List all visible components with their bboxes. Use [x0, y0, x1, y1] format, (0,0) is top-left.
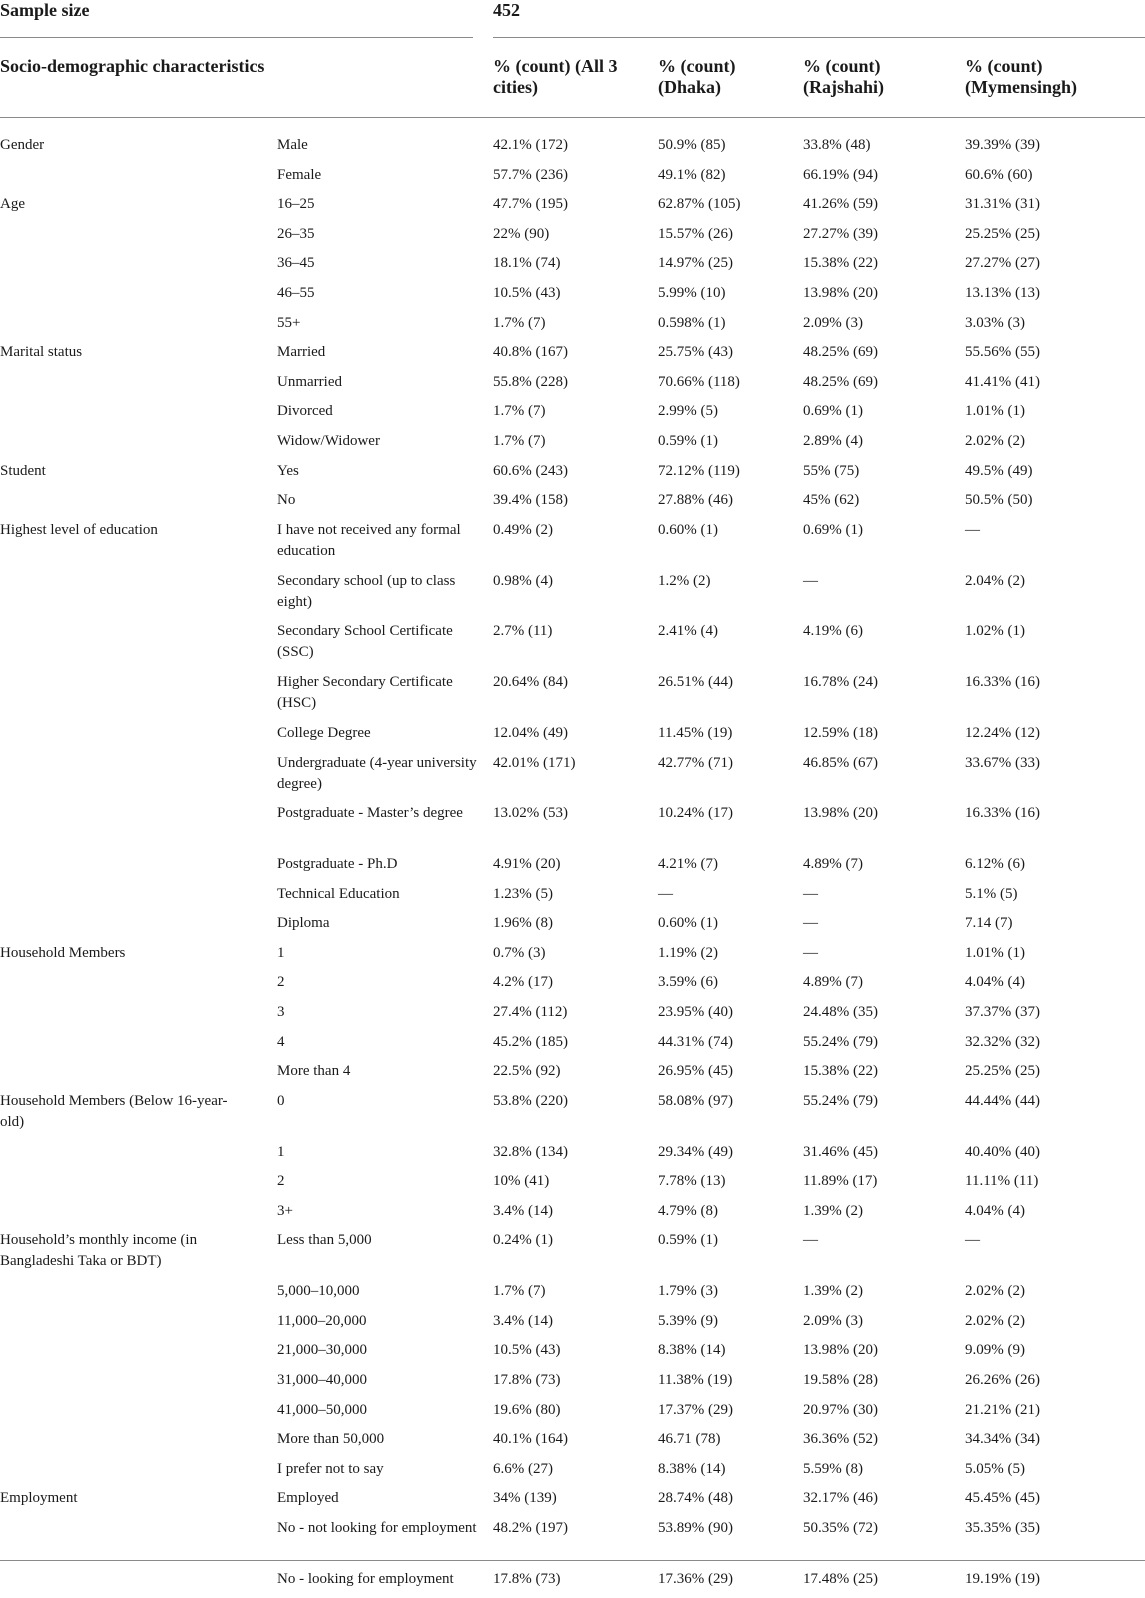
row-subcategory: Married: [277, 344, 326, 361]
cell-all-cities: 60.6% (243): [493, 462, 568, 479]
table-row: [0, 1230, 1145, 1281]
cell-rajshahi: 0.69% (1): [803, 403, 863, 420]
cell-mymensingh: 35.35% (35): [965, 1519, 1040, 1536]
table-row: [0, 431, 1145, 461]
cell-rajshahi: 2.89% (4): [803, 432, 863, 449]
table-row: [0, 1340, 1145, 1370]
row-subcategory: 46–55: [277, 284, 315, 301]
cell-all-cities: 1.23% (5): [493, 885, 553, 902]
cell-all-cities: 4.2% (17): [493, 974, 553, 991]
cell-rajshahi: 27.27% (39): [803, 225, 878, 242]
row-subcategory: Unmarried: [277, 373, 342, 390]
cell-all-cities: 3.4% (14): [493, 1312, 553, 1329]
cell-dhaka: 1.2% (2): [658, 572, 711, 589]
cell-mymensingh: 21.21% (21): [965, 1401, 1040, 1418]
cell-dhaka: 26.95% (45): [658, 1063, 733, 1080]
row-subcategory: 55+: [277, 314, 301, 331]
cell-mymensingh: 7.14 (7): [965, 915, 1013, 932]
cell-rajshahi: 11.89% (17): [803, 1173, 878, 1190]
row-subcategory: Postgraduate - Master’s degree: [277, 805, 463, 822]
table-row: [0, 571, 1145, 622]
cell-rajshahi: —: [803, 915, 818, 932]
row-subcategory: Yes: [277, 462, 299, 479]
cell-all-cities: 17.8% (73): [493, 1372, 561, 1388]
cell-dhaka: 28.74% (48): [658, 1490, 733, 1507]
table-body: [0, 135, 1145, 1598]
cell-all-cities: 12.04% (49): [493, 724, 568, 741]
cell-dhaka: 0.59% (1): [658, 1232, 718, 1249]
table-row: [0, 1091, 1145, 1142]
cell-rajshahi: 48.25% (69): [803, 344, 878, 361]
cell-mymensingh: 2.04% (2): [965, 572, 1025, 589]
header-characteristics: Socio-demographic characteristics: [0, 56, 265, 76]
cell-all-cities: 0.7% (3): [493, 944, 546, 961]
cell-rajshahi: 13.98% (20): [803, 805, 878, 822]
cell-dhaka: 50.9% (85): [658, 137, 726, 153]
row-category: Age: [0, 196, 25, 213]
cell-all-cities: 1.7% (7): [493, 1283, 546, 1300]
table-row: [0, 1171, 1145, 1201]
row-subcategory: 11,000–20,000: [277, 1312, 367, 1329]
cell-dhaka: 1.19% (2): [658, 944, 718, 961]
cell-rajshahi: 41.26% (59): [803, 196, 878, 213]
cell-mymensingh: 9.09% (9): [965, 1342, 1025, 1359]
header-rajshahi: % (count) (Rajshahi): [803, 56, 885, 97]
cell-all-cities: 0.49% (2): [493, 521, 553, 538]
cell-dhaka: 5.99% (10): [658, 284, 726, 301]
divider: [0, 37, 473, 38]
cell-mymensingh: 1.01% (1): [965, 403, 1025, 420]
row-category: Highest level of education: [0, 521, 158, 538]
cell-all-cities: 57.7% (236): [493, 166, 568, 183]
row-subcategory: Widow/Widower: [277, 432, 380, 449]
row-subcategory: More than 4: [277, 1063, 351, 1080]
cell-all-cities: 19.6% (80): [493, 1401, 561, 1418]
cell-mymensingh: 1.01% (1): [965, 944, 1025, 961]
cell-rajshahi: 16.78% (24): [803, 674, 878, 691]
cell-all-cities: 13.02% (53): [493, 805, 568, 822]
table-row: [0, 1142, 1145, 1172]
cell-all-cities: 55.8% (228): [493, 373, 568, 390]
cell-dhaka: 23.95% (40): [658, 1004, 733, 1021]
cell-mymensingh: 16.33% (16): [965, 674, 1040, 691]
row-subcategory: Employed: [277, 1490, 339, 1507]
cell-all-cities: 17.8% (73): [493, 1570, 561, 1587]
cell-dhaka: 42.77% (71): [658, 754, 733, 771]
header-all-cities: % (count) (All 3 cities): [493, 56, 618, 97]
table-row: [0, 1032, 1145, 1062]
cell-rajshahi: 4.89% (7): [803, 856, 863, 873]
cell-dhaka: 26.51% (44): [658, 674, 733, 691]
cell-dhaka: 10.24% (17): [658, 805, 733, 822]
cell-mymensingh: 13.13% (13): [965, 284, 1040, 301]
cell-dhaka: 58.08% (97): [658, 1092, 733, 1109]
cell-mymensingh: 25.25% (25): [965, 1063, 1040, 1080]
row-subcategory: 1: [277, 944, 285, 961]
cell-dhaka: 11.45% (19): [658, 724, 733, 741]
row-subcategory: No - looking for employment: [277, 1570, 454, 1587]
cell-rajshahi: 4.19% (6): [803, 623, 863, 640]
cell-dhaka: 17.37% (29): [658, 1401, 733, 1418]
cell-rajshahi: 1.39% (2): [803, 1202, 863, 1219]
cell-all-cities: 10% (41): [493, 1173, 550, 1190]
cell-mymensingh: 32.32% (32): [965, 1033, 1040, 1050]
cell-mymensingh: 26.26% (26): [965, 1372, 1040, 1388]
cell-all-cities: 27.4% (112): [493, 1004, 568, 1021]
cell-dhaka: 8.38% (14): [658, 1460, 726, 1477]
table-row: [0, 1488, 1145, 1518]
table-row: [0, 1400, 1145, 1430]
row-subcategory: No: [277, 492, 296, 509]
cell-dhaka: 44.31% (74): [658, 1033, 733, 1050]
table-header: [0, 56, 1145, 116]
cell-all-cities: 2.7% (11): [493, 623, 553, 640]
cell-mymensingh: 25.25% (25): [965, 225, 1040, 242]
cell-mymensingh: 34.34% (34): [965, 1431, 1040, 1448]
row-subcategory: No - not looking for employment: [277, 1519, 477, 1536]
cell-dhaka: 53.89% (90): [658, 1519, 733, 1536]
cell-dhaka: 46.71 (78): [658, 1431, 721, 1448]
table-row: [0, 194, 1145, 224]
row-subcategory: More than 50,000: [277, 1431, 385, 1448]
table-row: [0, 621, 1145, 672]
table-row: [0, 342, 1145, 372]
table-row: [0, 913, 1145, 943]
cell-dhaka: 25.75% (43): [658, 344, 733, 361]
table-row: [0, 972, 1145, 1002]
row-subcategory: Male: [277, 137, 308, 153]
cell-mymensingh: 49.5% (49): [965, 462, 1033, 479]
cell-mymensingh: 4.04% (4): [965, 1202, 1025, 1219]
cell-all-cities: 6.6% (27): [493, 1460, 553, 1477]
table-row: [0, 401, 1145, 431]
cell-dhaka: 49.1% (82): [658, 166, 726, 183]
cell-dhaka: 5.39% (9): [658, 1312, 718, 1329]
cell-mymensingh: 5.05% (5): [965, 1460, 1025, 1477]
table-row: [0, 253, 1145, 283]
cell-rajshahi: 50.35% (72): [803, 1519, 878, 1536]
cell-rajshahi: 13.98% (20): [803, 284, 878, 301]
cell-all-cities: 4.91% (20): [493, 856, 561, 873]
cell-mymensingh: 4.04% (4): [965, 974, 1025, 991]
cell-all-cities: 20.64% (84): [493, 674, 568, 691]
table-row: [0, 490, 1145, 520]
cell-rajshahi: 12.59% (18): [803, 724, 878, 741]
row-category: Household’s monthly income (in Bangladeshi Taka or BDT): [0, 1232, 198, 1270]
cell-all-cities: 10.5% (43): [493, 284, 561, 301]
cell-dhaka: 15.57% (26): [658, 225, 733, 242]
row-subcategory: Divorced: [277, 403, 333, 420]
cell-all-cities: 1.7% (7): [493, 432, 546, 449]
cell-mymensingh: 55.56% (55): [965, 344, 1040, 361]
table-row: [0, 313, 1145, 343]
sample-size-label: Sample size: [0, 0, 90, 20]
row-subcategory: 2: [277, 1173, 285, 1190]
cell-mymensingh: 27.27% (27): [965, 255, 1040, 272]
table-row: [0, 1429, 1145, 1459]
cell-rajshahi: 15.38% (22): [803, 1063, 878, 1080]
cell-mymensingh: 39.39% (39): [965, 137, 1040, 153]
cell-rajshahi: 48.25% (69): [803, 373, 878, 390]
cell-mymensingh: 45.45% (45): [965, 1490, 1040, 1507]
cell-all-cities: 10.5% (43): [493, 1342, 561, 1359]
cell-rajshahi: 20.97% (30): [803, 1401, 878, 1418]
table-row: [0, 1370, 1145, 1400]
table-row: [0, 854, 1145, 884]
cell-rajshahi: —: [803, 1232, 818, 1249]
cell-dhaka: 0.60% (1): [658, 915, 718, 932]
cell-rajshahi: 5.59% (8): [803, 1460, 863, 1477]
row-subcategory: 3+: [277, 1202, 293, 1219]
cell-dhaka: 4.21% (7): [658, 856, 718, 873]
cell-all-cities: 22.5% (92): [493, 1063, 561, 1080]
cell-all-cities: 45.2% (185): [493, 1033, 568, 1050]
row-subcategory: I prefer not to say: [277, 1460, 384, 1477]
divider: [0, 117, 1145, 118]
sample-size-value: 452: [493, 0, 520, 20]
cell-mymensingh: 19.19% (19): [965, 1570, 1040, 1587]
cell-rajshahi: 33.8% (48): [803, 137, 871, 153]
row-subcategory: 4: [277, 1033, 285, 1050]
cell-rajshahi: 17.48% (25): [803, 1570, 878, 1587]
cell-rajshahi: 13.98% (20): [803, 1342, 878, 1359]
row-category: Gender: [0, 137, 45, 153]
cell-all-cities: 40.1% (164): [493, 1431, 568, 1448]
cell-rajshahi: 0.69% (1): [803, 521, 863, 538]
table-row: [0, 884, 1145, 914]
row-subcategory: Less than 5,000: [277, 1232, 372, 1249]
header-dhaka: % (count) (Dhaka): [658, 56, 736, 97]
cell-dhaka: 3.59% (6): [658, 974, 718, 991]
table-row: [0, 372, 1145, 402]
cell-rajshahi: 1.39% (2): [803, 1283, 863, 1300]
cell-mymensingh: 33.67% (33): [965, 754, 1040, 771]
cell-dhaka: 29.34% (49): [658, 1143, 733, 1160]
cell-rajshahi: 45% (62): [803, 492, 860, 509]
cell-dhaka: 62.87% (105): [658, 196, 741, 213]
row-subcategory: Postgraduate - Ph.D: [277, 856, 398, 873]
row-category: Marital status: [0, 344, 83, 361]
row-subcategory: 16–25: [277, 196, 315, 213]
header-mymensingh: % (count) (Mymensingh): [965, 56, 1077, 97]
cell-dhaka: 27.88% (46): [658, 492, 733, 509]
cell-dhaka: 2.99% (5): [658, 403, 718, 420]
cell-dhaka: 14.97% (25): [658, 255, 733, 272]
cell-dhaka: 72.12% (119): [658, 462, 740, 479]
cell-dhaka: 11.38% (19): [658, 1372, 733, 1388]
cell-dhaka: 4.79% (8): [658, 1202, 718, 1219]
table-row: [0, 224, 1145, 254]
table-row: [0, 943, 1145, 973]
table-row: [0, 520, 1145, 571]
row-category: Employment: [0, 1490, 78, 1507]
cell-mymensingh: 2.02% (2): [965, 1283, 1025, 1300]
row-category: Household Members: [0, 944, 126, 961]
divider: [493, 37, 1145, 38]
cell-rajshahi: —: [803, 572, 818, 589]
row-subcategory: 36–45: [277, 255, 315, 272]
cell-all-cities: 0.98% (4): [493, 572, 553, 589]
row-subcategory: College Degree: [277, 724, 371, 741]
table-row: [0, 723, 1145, 753]
row-subcategory: Female: [277, 166, 322, 183]
cell-all-cities: 1.96% (8): [493, 915, 553, 932]
table-row: [0, 672, 1145, 723]
cell-all-cities: 18.1% (74): [493, 255, 561, 272]
cell-dhaka: 7.78% (13): [658, 1173, 726, 1190]
cell-mymensingh: 60.6% (60): [965, 166, 1033, 183]
sample-size-row: [0, 0, 1145, 38]
cell-mymensingh: 5.1% (5): [965, 885, 1018, 902]
cell-all-cities: 34% (139): [493, 1490, 557, 1507]
cell-rajshahi: 46.85% (67): [803, 754, 878, 771]
cell-mymensingh: 50.5% (50): [965, 492, 1033, 509]
cell-mymensingh: 16.33% (16): [965, 805, 1040, 822]
cell-dhaka: —: [658, 885, 673, 902]
cell-mymensingh: 40.40% (40): [965, 1143, 1040, 1160]
cell-all-cities: 48.2% (197): [493, 1519, 568, 1536]
row-subcategory: Higher Secondary Certificate (HSC): [277, 674, 453, 712]
cell-all-cities: 32.8% (134): [493, 1143, 568, 1160]
table-row: [0, 135, 1145, 165]
row-subcategory: 0: [277, 1092, 285, 1109]
cell-all-cities: 1.7% (7): [493, 403, 546, 420]
row-subcategory: Secondary school (up to class eight): [277, 572, 456, 610]
row-subcategory: Secondary School Certificate (SSC): [277, 623, 453, 661]
cell-dhaka: 0.59% (1): [658, 432, 718, 449]
cell-mymensingh: 11.11% (11): [965, 1173, 1039, 1190]
cell-dhaka: 17.36% (29): [658, 1570, 733, 1587]
table-row: [0, 1569, 1145, 1598]
cell-rajshahi: 31.46% (45): [803, 1143, 878, 1160]
table-row: [0, 803, 1145, 854]
cell-rajshahi: 2.09% (3): [803, 1312, 863, 1329]
row-category: Student: [0, 462, 46, 479]
table-row: [0, 1201, 1145, 1231]
row-subcategory: 31,000–40,000: [277, 1372, 367, 1388]
cell-mymensingh: 12.24% (12): [965, 724, 1040, 741]
table-row: [0, 461, 1145, 491]
cell-dhaka: 0.598% (1): [658, 314, 726, 331]
cell-dhaka: 1.79% (3): [658, 1283, 718, 1300]
row-subcategory: 3: [277, 1004, 285, 1021]
cell-dhaka: 0.60% (1): [658, 521, 718, 538]
cell-rajshahi: 19.58% (28): [803, 1372, 878, 1388]
table-row: [0, 1061, 1145, 1091]
cell-all-cities: 40.8% (167): [493, 344, 568, 361]
cell-all-cities: 39.4% (158): [493, 492, 568, 509]
row-subcategory: 21,000–30,000: [277, 1342, 367, 1359]
cell-all-cities: 42.1% (172): [493, 137, 568, 153]
cell-mymensingh: —: [965, 1232, 980, 1249]
row-subcategory: 2: [277, 974, 285, 991]
cell-rajshahi: 15.38% (22): [803, 255, 878, 272]
cell-mymensingh: 2.02% (2): [965, 1312, 1025, 1329]
cell-dhaka: 8.38% (14): [658, 1342, 726, 1359]
table-row: [0, 283, 1145, 313]
row-subcategory: 5,000–10,000: [277, 1283, 360, 1300]
cell-mymensingh: 2.02% (2): [965, 432, 1025, 449]
cell-all-cities: 0.24% (1): [493, 1232, 553, 1249]
cell-mymensingh: 41.41% (41): [965, 373, 1040, 390]
table-row: [0, 165, 1145, 195]
row-category: Household Members (Below 16-year-old): [0, 1092, 228, 1130]
cell-rajshahi: 2.09% (3): [803, 314, 863, 331]
row-subcategory: 41,000–50,000: [277, 1401, 367, 1418]
row-subcategory: Technical Education: [277, 885, 400, 902]
cell-rajshahi: 24.48% (35): [803, 1004, 878, 1021]
row-subcategory: I have not received any formal education: [277, 521, 461, 559]
cell-dhaka: 2.41% (4): [658, 623, 718, 640]
cell-all-cities: 53.8% (220): [493, 1092, 568, 1109]
cell-mymensingh: 1.02% (1): [965, 623, 1025, 640]
cell-mymensingh: 44.44% (44): [965, 1092, 1040, 1109]
cell-rajshahi: 55% (75): [803, 462, 860, 479]
table-row: [0, 1281, 1145, 1311]
table-row: [0, 1311, 1145, 1341]
table-row: [0, 1459, 1145, 1489]
row-subcategory: 26–35: [277, 225, 315, 242]
row-subcategory: Undergraduate (4-year university degree): [277, 754, 477, 792]
cell-rajshahi: 36.36% (52): [803, 1431, 878, 1448]
cell-rajshahi: 55.24% (79): [803, 1092, 878, 1109]
table-row: [0, 1002, 1145, 1032]
cell-mymensingh: —: [965, 521, 980, 538]
cell-rajshahi: 66.19% (94): [803, 166, 878, 183]
cell-rajshahi: —: [803, 885, 818, 902]
cell-mymensingh: 31.31% (31): [965, 196, 1040, 213]
table-row: [0, 753, 1145, 804]
cell-rajshahi: 32.17% (46): [803, 1490, 878, 1507]
cell-rajshahi: —: [803, 944, 818, 961]
cell-rajshahi: 4.89% (7): [803, 974, 863, 991]
divider: [0, 1560, 1145, 1561]
cell-rajshahi: 55.24% (79): [803, 1033, 878, 1050]
cell-all-cities: 47.7% (195): [493, 196, 568, 213]
cell-mymensingh: 6.12% (6): [965, 856, 1025, 873]
cell-dhaka: 70.66% (118): [658, 373, 740, 390]
cell-mymensingh: 3.03% (3): [965, 314, 1025, 331]
cell-all-cities: 42.01% (171): [493, 754, 576, 771]
row-subcategory: Diploma: [277, 915, 330, 932]
cell-all-cities: 22% (90): [493, 225, 550, 242]
cell-all-cities: 3.4% (14): [493, 1202, 553, 1219]
cell-mymensingh: 37.37% (37): [965, 1004, 1040, 1021]
table-row: [0, 1518, 1145, 1569]
cell-all-cities: 1.7% (7): [493, 314, 546, 331]
row-subcategory: 1: [277, 1143, 285, 1160]
